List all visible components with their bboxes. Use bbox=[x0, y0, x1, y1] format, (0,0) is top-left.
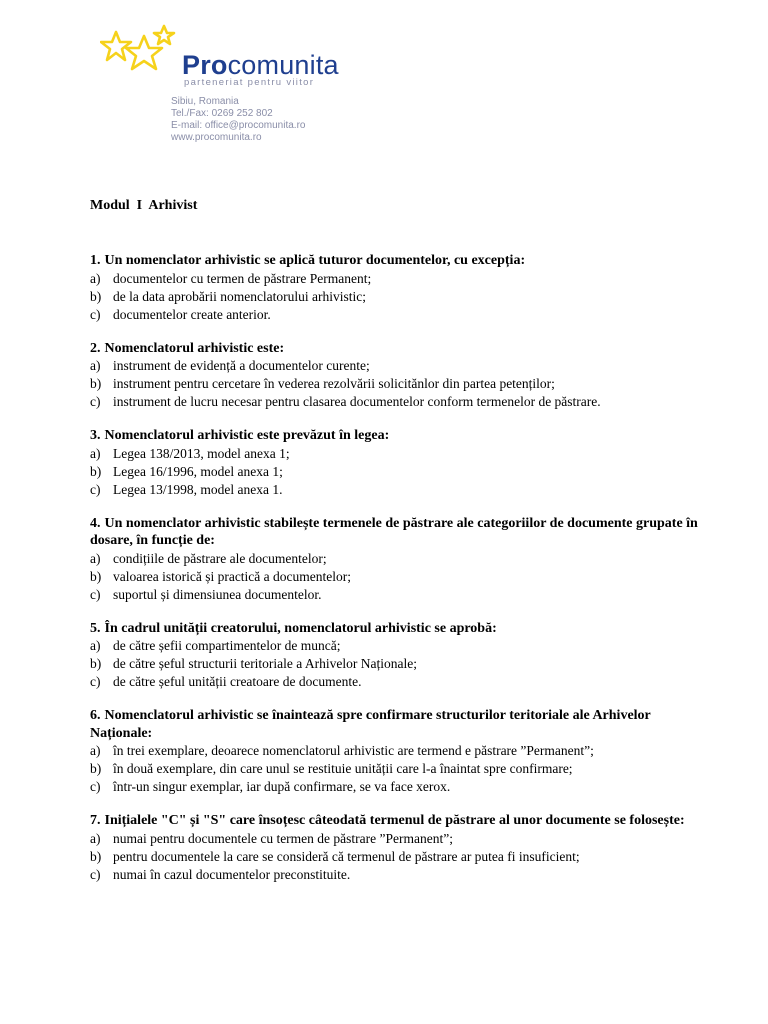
brand-name-bold: Pro bbox=[182, 50, 228, 80]
answer-letter: a) bbox=[90, 445, 101, 461]
question-2 bbox=[90, 340, 710, 412]
answer-text: numai pentru documentele cu termen de păstrare ”Permanent”; bbox=[113, 830, 453, 846]
brand-name-rest: comunita bbox=[227, 50, 339, 80]
question-text bbox=[90, 252, 710, 270]
question-text bbox=[90, 812, 710, 830]
answer-option bbox=[90, 742, 710, 760]
answer-option bbox=[90, 550, 710, 568]
answer-text: instrument de evidență a documentelor curente; bbox=[113, 358, 370, 373]
question-label: În cadrul unității creatorului, nomenclatorul arhivistic se aprobă: bbox=[104, 620, 497, 636]
question-label: Inițialele "C" și "S" care însoțesc câteodată termenul de păstrare al unor documente se folosește: bbox=[104, 813, 685, 828]
question-6 bbox=[90, 707, 710, 796]
answer-letter: b) bbox=[90, 463, 102, 479]
answer-text: documentelor create anterior. bbox=[113, 306, 271, 322]
answer-option bbox=[90, 481, 710, 499]
answer-letter: b) bbox=[90, 656, 102, 671]
answer-text: într-un singur exemplar, iar după confirmare, se va face xerox. bbox=[113, 779, 451, 794]
question-number: 6. bbox=[90, 708, 101, 723]
answer-letter: a) bbox=[90, 550, 101, 566]
contact-city: Sibiu, Romania bbox=[171, 96, 239, 107]
answer-option bbox=[90, 463, 710, 481]
answer-letter: c) bbox=[90, 586, 101, 602]
answer-option bbox=[90, 760, 710, 778]
answer-text: numai în cazul documentelor preconstituite. bbox=[113, 866, 351, 882]
answer-option bbox=[90, 848, 710, 866]
answer-text: valoarea istorică și practică a documentelor; bbox=[113, 568, 352, 584]
answer-text: Legea 13/1998, model anexa 1. bbox=[113, 481, 283, 497]
answer-text: instrument de lucru necesar pentru clasarea documentelor conform termenelor de păstrare. bbox=[113, 394, 601, 409]
question-number: 5. bbox=[90, 620, 101, 636]
answer-text: de către șeful unității creatoare de documente. bbox=[113, 674, 362, 689]
question-text bbox=[90, 620, 710, 638]
question-4 bbox=[90, 515, 710, 604]
answer-option bbox=[90, 288, 710, 306]
answer-option bbox=[90, 568, 710, 586]
answer-letter: c) bbox=[90, 866, 101, 882]
answer-option bbox=[90, 270, 710, 288]
answer-text: Legea 138/2013, model anexa 1; bbox=[113, 445, 290, 461]
answer-letter: c) bbox=[90, 674, 101, 689]
question-text bbox=[90, 427, 710, 445]
question-list bbox=[90, 252, 710, 900]
question-label: Nomenclatorul arhivistic este: bbox=[104, 340, 285, 356]
question-text bbox=[90, 340, 710, 358]
answer-letter: c) bbox=[90, 779, 101, 794]
answer-letter: a) bbox=[90, 270, 101, 286]
answer-letter: c) bbox=[90, 394, 101, 409]
answer-text: pentru documentele la care se consideră că termenul de păstrare ar putea fi insuficient; bbox=[113, 848, 580, 864]
question-number: 3. bbox=[90, 428, 101, 443]
question-label: Nomenclatorul arhivistic se înaintează spre confirmare structurilor teritoriale ale Arhivelor Naționale: bbox=[90, 708, 651, 741]
answer-text: documentelor cu termen de păstrare Permanent; bbox=[113, 270, 372, 286]
answer-option bbox=[90, 655, 710, 673]
answer-option bbox=[90, 830, 710, 848]
answer-text: suportul și dimensiunea documentelor. bbox=[113, 586, 322, 602]
brand-tagline: parteneriat pentru viitor bbox=[184, 77, 315, 88]
question-label: Un nomenclator arhivistic stabilește termenele de păstrare ale categoriilor de documente grupate în dosare, în funcție de: bbox=[90, 515, 698, 548]
answer-option bbox=[90, 393, 710, 411]
answer-letter: b) bbox=[90, 848, 102, 864]
module-title: Modul I Arhivist bbox=[90, 198, 198, 213]
answer-text: de către șefii compartimentelor de muncă; bbox=[113, 638, 341, 653]
question-5 bbox=[90, 620, 710, 692]
question-3 bbox=[90, 427, 710, 499]
question-label: Nomenclatorul arhivistic este prevăzut în legea: bbox=[104, 428, 390, 443]
answer-option bbox=[90, 866, 710, 884]
answer-option bbox=[90, 673, 710, 691]
question-1 bbox=[90, 252, 710, 324]
contact-block bbox=[171, 96, 305, 144]
answer-text: condițiile de păstrare ale documentelor; bbox=[113, 550, 327, 566]
answer-letter: a) bbox=[90, 743, 101, 758]
question-number: 2. bbox=[90, 340, 101, 356]
answer-option bbox=[90, 357, 710, 375]
answer-text: de la data aprobării nomenclatorului arhivistic; bbox=[113, 288, 367, 304]
question-text bbox=[90, 707, 710, 742]
answer-letter: a) bbox=[90, 638, 101, 653]
answer-letter: b) bbox=[90, 568, 102, 584]
answer-letter: b) bbox=[90, 288, 102, 304]
answer-text: în două exemplare, din care unul se restituie unității care l-a înaintat spre confirmare; bbox=[113, 761, 573, 776]
stars-icon bbox=[100, 22, 182, 82]
answer-option bbox=[90, 586, 710, 604]
contact-phone: Tel./Fax: 0269 252 802 bbox=[171, 108, 273, 119]
answer-option bbox=[90, 375, 710, 393]
answer-option bbox=[90, 778, 710, 796]
answer-option bbox=[90, 445, 710, 463]
contact-email: E-mail: office@procomunita.ro bbox=[171, 120, 306, 131]
question-7 bbox=[90, 812, 710, 884]
answer-text: Legea 16/1996, model anexa 1; bbox=[113, 463, 283, 479]
contact-website: www.procomunita.ro bbox=[171, 132, 262, 143]
question-number: 4. bbox=[90, 515, 101, 531]
answer-letter: c) bbox=[90, 306, 101, 322]
procomunita-logo bbox=[100, 22, 360, 92]
answer-letter: c) bbox=[90, 481, 101, 497]
answer-option bbox=[90, 637, 710, 655]
answer-option bbox=[90, 306, 710, 324]
answer-letter: b) bbox=[90, 376, 102, 391]
answer-letter: a) bbox=[90, 830, 101, 846]
question-text bbox=[90, 515, 710, 550]
question-label: Un nomenclator arhivistic se aplică tuturor documentelor, cu excepția: bbox=[104, 253, 526, 268]
answer-letter: a) bbox=[90, 358, 101, 373]
answer-text: în trei exemplare, deoarece nomenclatorul arhivistic are termend e păstrare ”Permanent”; bbox=[113, 743, 594, 758]
answer-text: instrument pentru cercetare în vederea rezolvării solicitănlor din partea petenților; bbox=[113, 376, 555, 391]
question-number: 1. bbox=[90, 253, 101, 268]
answer-letter: b) bbox=[90, 761, 102, 776]
answer-text: de către șeful structurii teritoriale a Arhivelor Naționale; bbox=[113, 656, 418, 671]
question-number: 7. bbox=[90, 813, 101, 828]
